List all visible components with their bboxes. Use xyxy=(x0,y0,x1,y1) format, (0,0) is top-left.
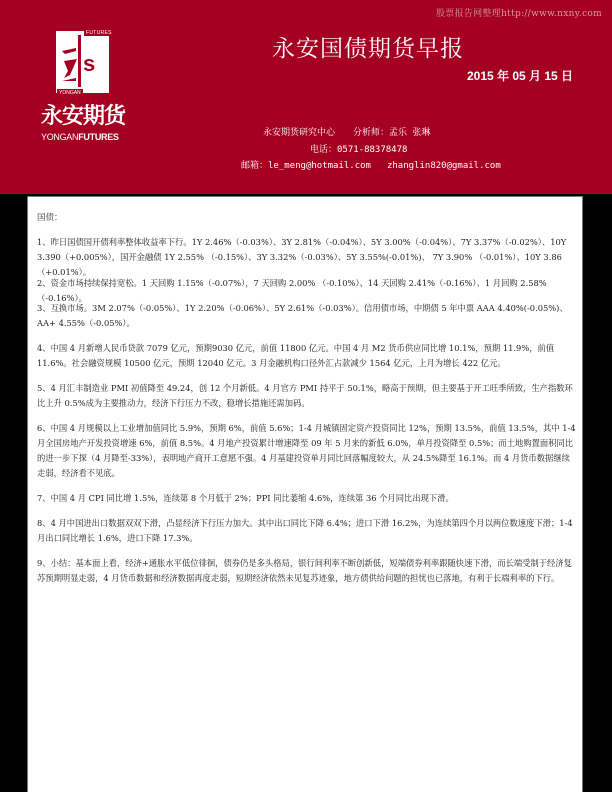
report-header xyxy=(0,0,612,194)
email-line xyxy=(241,158,501,171)
svg-text:s: s xyxy=(83,51,96,76)
email-link-2[interactable]: zhanglin820@gmail.com xyxy=(386,161,501,171)
paragraph-7: 7、中国 4 月 CPI 同比增 1.5%，连续第 8 个月低于 2%；PPI 同比萎缩 4.6%，连续第 36 个月同比出现下滑。 xyxy=(37,493,454,503)
paragraph-3: 3、互换市场。3M 2.07%（-0.05%）、1Y 2.20%（-0.06%）、5Y 2.61%（-0.03%）。信用债市场，中期债 5 年中票 AAA 4.40%(-0.05%)、AA+ 4.55%（-0.05%）。 xyxy=(37,303,568,328)
logo-english-name xyxy=(41,132,119,142)
yongan-seal-icon xyxy=(56,31,109,93)
email-link-1[interactable]: le_meng@hotmail.com xyxy=(268,161,371,171)
paragraph-5: 5、4 月汇丰制造业 PMI 初值降至 49.24，创 12 个月新低。4 月官方 PMI 持平于 50.1%，略高于预期，但主要基于开工旺季所致，生产指数环比上升 0.5%成为主要推动力，经济下行压力不改，稳增长措施还需加码。 xyxy=(37,383,573,408)
paragraph-8: 8、4 月中国进出口数据双双下滑，凸显经济下行压力加大。其中出口同比下降 6.4%；进口下滑 16.2%，为连续第四个月以两位数速度下滑；1-4 月出口同比增长 1.6%，进口下降 17.3%。 xyxy=(37,518,573,543)
report-body xyxy=(27,196,583,792)
report-title: 永安国债期货早报 xyxy=(272,36,464,62)
yongan-futures-logo xyxy=(28,29,138,142)
paragraph-2: 2、资金市场持续保持宽松。1 天回购 1.15%（-0.07%），7 天回购 2.00% （-0.10%）、14 天回购 2.41%（-0.16%）、1 月回购 2.58%（-0.16%）。 xyxy=(37,278,547,303)
research-center: 永安期货研究中心 xyxy=(263,128,336,138)
logo-yongan-tag: YONGAN xyxy=(59,90,81,96)
logo-en-light: YONGAN xyxy=(41,132,79,142)
logo-emblem xyxy=(56,31,109,93)
analyst-names: 分析师：孟乐 张琳 xyxy=(353,128,431,138)
watermark-text: 股票报告网整理http://www.nxny.com xyxy=(435,9,602,19)
org-analyst-line xyxy=(263,125,430,138)
section-title-treasury: 国债： xyxy=(37,213,63,223)
logo-chinese-name: 永安期货 xyxy=(41,104,126,129)
phone-line: 电话：0571-88378478 xyxy=(310,145,408,155)
report-date: 2015 年 05 月 15 日 xyxy=(467,69,574,83)
paragraph-1: 1、昨日国债国开债利率整体收益率下行。1Y 2.46%（-0.03%）、3Y 2.81%（-0.04%）、5Y 3.00%（-0.04%）、7Y 3.37%（-0.02%）、10Y 3.390（+0.005%），国开金融债 1Y 2.55% （-0.15%）、3Y 3.32%（-0.03%）、5Y 3.55%(-0.01%)、 7Y 3.90% （-0.01%）、10Y 3.86（+0.01%）。 xyxy=(37,237,567,277)
logo-en-bold: FUTURES xyxy=(78,132,119,142)
logo-futures-tag: FUTURES xyxy=(86,30,112,36)
paragraph-4: 4、中国 4 月新增人民币贷款 7079 亿元，预期9030 亿元，前值 11800 亿元。中国 4 月 M2 货币供应同比增 10.1%，预期 11.9%，前值 11.6%。社会融资规模 10500 亿元，预期 12040 亿元。3 月金融机构口径外汇占款减少 1564 亿元，上月为增长 422 亿元。 xyxy=(37,343,555,368)
email-label: 邮箱： xyxy=(241,161,269,171)
paragraph-9: 9、小结：基本面上看，经济+通胀水平低位徘徊，债券仍是多头格局，银行间利率不断创新低，短端债券利率跟随快速下滑，而长端受制于经济复苏预期明显走弱，4 月货币数据和经济数据再度走弱，短期经济依然未见复苏迹象，地方债供给问题的担忧也已落地，有利于长端利率的下行。 xyxy=(37,558,572,583)
paragraph-6: 6、中国 4 月规模以上工业增加值同比 5.9%，预期 6%，前值 5.6%；1-4 月城镇固定资产投资同比 12%，预期 13.5%，前值 13.5%，其中 1-4 月全国房地产开发投资增速 6%，前值 8.5%。4 月地产投资累计增速降至 09 年 5 月来的新低 6.0%，单月投资降至 0.5%；而土地购置面积同比的进一步下探（4 月降至-33%），表明地产商开工意愿不强。4 月基建投资单月同比回落幅度较大，从 24.5%降至 16.1%。而 4 月货币数据继续走弱，经济看不见底。 xyxy=(37,423,576,478)
